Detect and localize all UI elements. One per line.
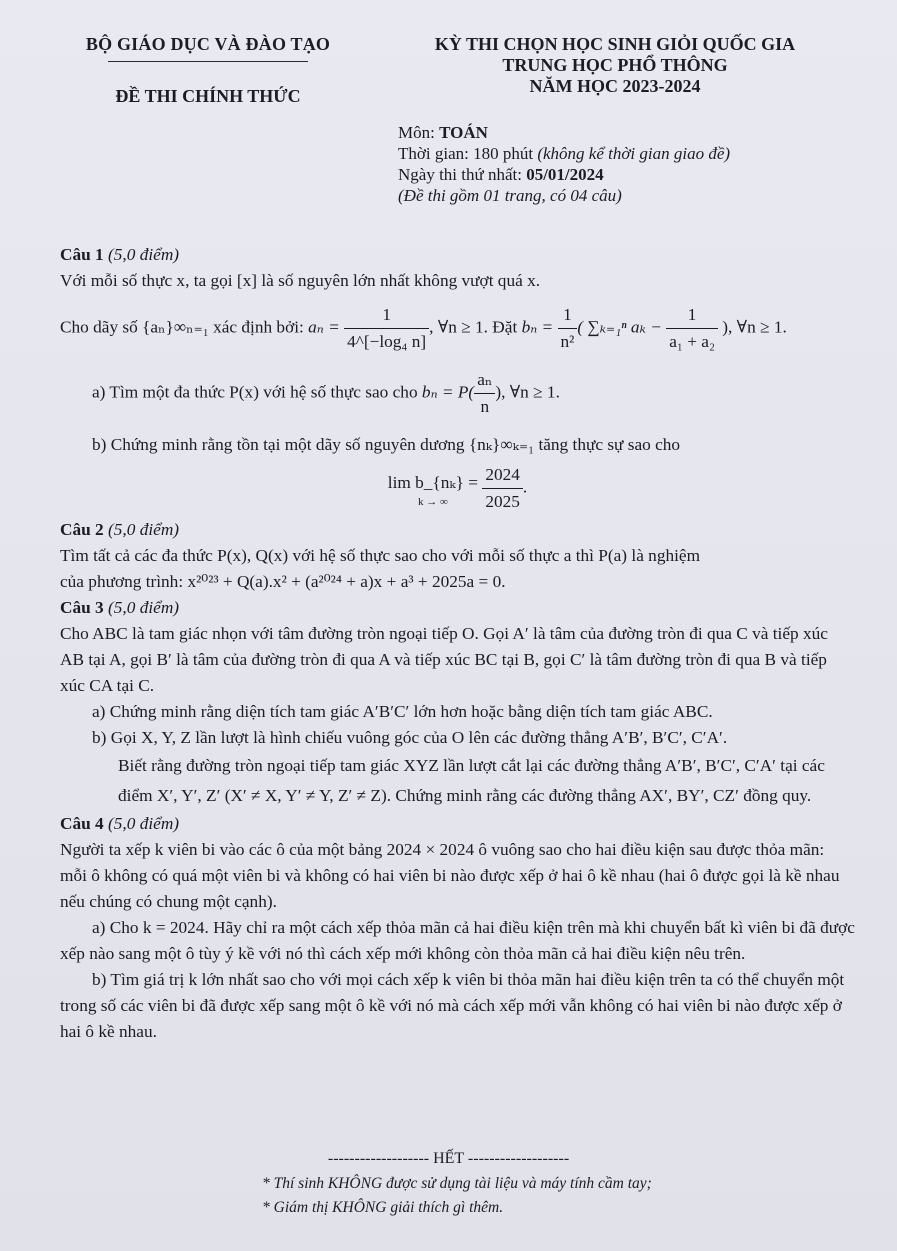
time-line — [398, 143, 730, 164]
q1-bn-den: n² — [560, 332, 575, 351]
q1-points-text: (5,0 điểm) — [108, 245, 180, 264]
q3-part-b2: Biết rằng đường tròn ngoại tiếp tam giác XYZ lần lượt cắt lại các đường thẳng A′B′, B′C′, C′A′ tại các điểm X′, Y′, Z′ (X′ ≠ X, Y′ ≠ Y, Z′ ≠ Z). Chứng minh rằng các đường thẳng AX′, BY′, CZ′ đồng quy. — [118, 756, 825, 805]
q4-label: Câu 4 — [60, 814, 104, 833]
q1-an-tail: , ∀n ≥ 1. Đặt — [429, 317, 522, 337]
q1-part-a — [60, 367, 855, 420]
q1-lim-sub: k → ∞ — [417, 495, 448, 508]
q3-para1: Cho ABC là tam giác nhọn với tâm đường tròn ngoại tiếp O. Gọi A′ là tâm của đường tròn đi qua C và tiếp xúc AB tại A, gọi B′ là tâm của đường tròn đi qua A và tiếp xúc BC tại B, gọi C′ là tâm đường tròn đi qua B và tiếp xúc CA tại C. — [60, 624, 828, 695]
q3-part-a: a) Chứng minh rằng diện tích tam giác A′B′C′ lớn hơn hoặc bằng diện tích tam giác ABC. — [92, 702, 713, 721]
q1-bn-body: ( ∑ₖ₌₁ⁿ aₖ − — [577, 317, 667, 337]
time-note: (không kể thời gian giao đề) — [537, 144, 731, 163]
date-line — [398, 164, 730, 185]
q1-bn-tail: ), ∀n ≥ 1. — [717, 317, 787, 337]
q2-line1: Tìm tất cả các đa thức P(x), Q(x) với hệ số thực sao cho với mỗi số thực a thì P(a) là nghiệm — [60, 546, 701, 565]
q4-a-text: a) Cho k = 2024. Hãy chỉ ra một cách xếp thỏa mãn cả hai điều kiện trên mà khi chuyển bất kì viên bi đã được xếp nào sang một ô tùy ý kề với nó thì cách xếp mới không còn thỏa mãn cả hai điều kiện nêu trên. — [60, 918, 855, 963]
q1-lim-num: 2024 — [482, 462, 523, 489]
q1-part-b: b) Chứng minh rằng tồn tại một dãy số nguyên dương {nₖ}∞ₖ₌₁ tăng thực sự sao cho — [92, 435, 681, 454]
pages-note — [398, 185, 730, 206]
pages-note-text: (Đề thi gồm 01 trang, có 04 câu) — [398, 186, 622, 205]
q3-title — [60, 595, 855, 621]
q1-bn-fnum: 1 — [666, 302, 718, 329]
q1-lim-block — [388, 470, 478, 508]
q2-points — [108, 520, 179, 539]
q3-points — [108, 598, 179, 617]
subject-line — [398, 122, 730, 143]
q1-limit — [60, 462, 855, 515]
ministry-name: BỘ GIÁO DỤC VÀ ĐÀO TẠO — [85, 34, 331, 54]
q4-points-text: (5,0 điểm) — [108, 814, 180, 833]
q1-an-num: 1 — [344, 302, 429, 329]
header-right — [380, 34, 850, 97]
q1-points — [108, 245, 179, 264]
q4-para1: Người ta xếp k viên bi vào các ô của một bảng 2024 × 2024 ô vuông sao cho hai điều kiện sau được thỏa mãn: mỗi ô không có quá một viên bi và không có hai viên bi nào được xếp ở hai ô kề nhau (hai ô được gọi là kề nhau nếu chúng có chung một cạnh). — [60, 840, 840, 911]
q1-a-lhs: bₙ = P( — [421, 382, 475, 402]
end-marker: ------------------- HẾT ------------------- — [327, 1150, 570, 1167]
subject-label: Môn: — [398, 123, 440, 142]
q1-definition — [60, 302, 855, 355]
q1-an-den: 4^[−log₄ n] — [347, 332, 427, 351]
exam-info — [398, 122, 730, 206]
q2-title — [60, 517, 855, 543]
exam-title-line2: TRUNG HỌC PHỔ THÔNG — [502, 55, 728, 75]
q1-bn-fraction — [558, 302, 578, 355]
q1-title — [60, 242, 855, 268]
q4-title — [60, 811, 855, 837]
official-label: ĐỀ THI CHÍNH THỨC — [115, 86, 301, 106]
q1-an-lhs: aₙ = — [308, 317, 345, 337]
exam-date: 05/01/2024 — [526, 165, 604, 184]
q1-an-fraction — [344, 302, 429, 355]
header-rule — [108, 61, 308, 62]
q3-part-b1: b) Gọi X, Y, Z lần lượt là hình chiếu vuông góc của O lên các đường thẳng A′B′, B′C′, C′A′. — [92, 728, 728, 747]
time-text: Thời gian: 180 phút — [398, 144, 538, 163]
q1-lim-lhs: lim b_{nₖ} = — [387, 472, 479, 492]
q1-bn-num: 1 — [558, 302, 578, 329]
q4-points — [108, 814, 179, 833]
q3-label: Câu 3 — [60, 598, 104, 617]
q1-label: Câu 1 — [60, 245, 104, 264]
q2-points-text: (5,0 điểm) — [108, 520, 180, 539]
date-label: Ngày thi thứ nhất: — [398, 165, 527, 184]
exam-title-line3: NĂM HỌC 2023-2024 — [529, 76, 701, 96]
q1-a-text: a) Tìm một đa thức P(x) với hệ số thực sao cho — [92, 382, 422, 402]
q4-part-a — [60, 915, 855, 967]
exam-title-line1: KỲ THI CHỌN HỌC SINH GIỎI QUỐC GIA — [434, 34, 796, 54]
q1-line1: Với mỗi số thực x, ta gọi [x] là số nguyên lớn nhất không vượt quá x. — [60, 271, 541, 290]
q1-a-num: aₙ — [474, 367, 495, 394]
q3-points-text: (5,0 điểm) — [108, 598, 180, 617]
exam-body — [60, 242, 855, 1045]
q1-a-tail: ), ∀n ≥ 1. — [495, 382, 560, 402]
q2-label: Câu 2 — [60, 520, 104, 539]
q1-a-fraction — [474, 367, 495, 420]
note-2: * Giám thị KHÔNG giải thích gì thêm. — [262, 1199, 504, 1216]
note-1: * Thí sinh KHÔNG được sử dụng tài liệu và máy tính cầm tay; — [262, 1175, 652, 1192]
q1-bn-lhs: bₙ = — [521, 317, 558, 337]
header-left — [78, 34, 338, 107]
q4-part-b — [60, 967, 855, 1045]
q1-def-intro: Cho dãy số {aₙ}∞ₙ₌₁ xác định bởi: — [60, 317, 309, 337]
q1-bn-inner-fraction — [666, 302, 718, 355]
q4-b-text: b) Tìm giá trị k lớn nhất sao cho với mọi cách xếp k viên bi thỏa mãn hai điều kiện trên ta có thể chuyển một trong số các viên bi đã được xếp sang một ô kề với nó mà cách xếp mới vẫn không có hai viên bi nào được xếp ở hai ô kề nhau. — [60, 970, 845, 1041]
q1-lim-tail: . — [522, 477, 528, 497]
q1-lim-fraction — [482, 462, 523, 515]
q2-line2: của phương trình: x²⁰²³ + Q(a).x² + (a²⁰²⁴ + a)x + a³ + 2025a = 0. — [60, 572, 506, 591]
subject: TOÁN — [439, 123, 488, 142]
footer-notes — [262, 1172, 652, 1220]
q1-bn-fden: a₁ + a₂ — [669, 332, 715, 351]
q1-a-den: n — [480, 397, 490, 416]
q1-lim-den: 2025 — [485, 492, 520, 511]
